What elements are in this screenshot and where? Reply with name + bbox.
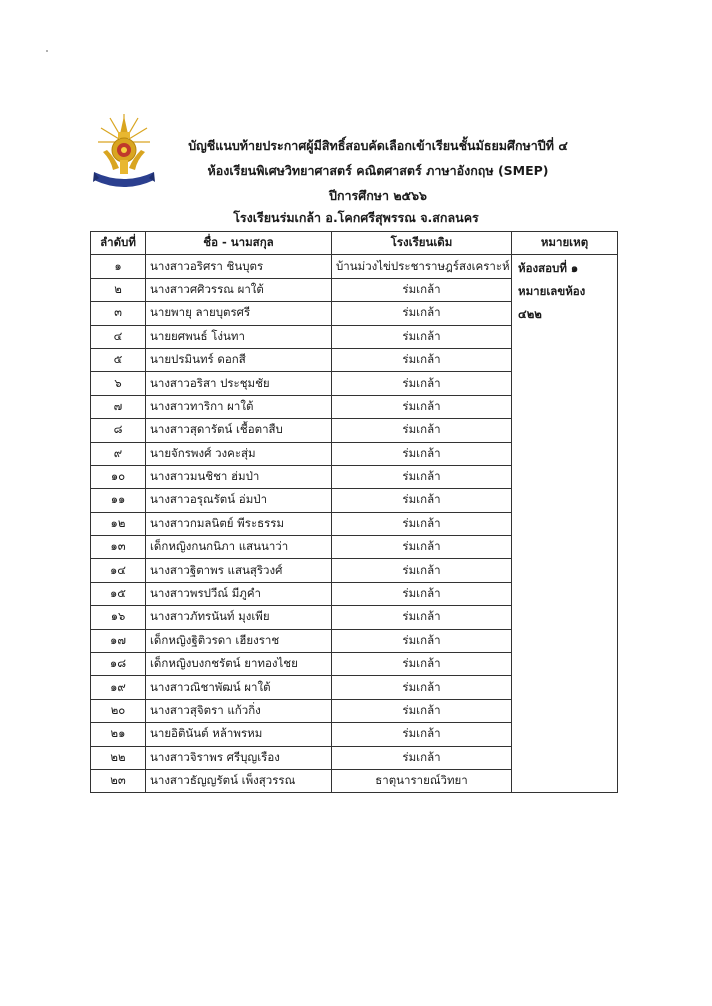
row-school: ร่มเกล้า <box>332 746 512 769</box>
row-number: ๑๘ <box>91 653 146 676</box>
row-number: ๒๒ <box>91 746 146 769</box>
row-number: ๑๕ <box>91 582 146 605</box>
row-number: ๑๓ <box>91 536 146 559</box>
row-name: นายยศพนธ์ โง่นทา <box>146 325 332 348</box>
row-school: ร่มเกล้า <box>332 723 512 746</box>
row-school: ร่มเกล้า <box>332 419 512 442</box>
row-number: ๓ <box>91 302 146 325</box>
remark-room-number: หมายเลขห้อง ๔๒๒ <box>518 284 586 322</box>
row-number: ๕ <box>91 348 146 371</box>
row-number: ๗ <box>91 395 146 418</box>
row-school: ร่มเกล้า <box>332 395 512 418</box>
row-name: นางสาวภัทรนันท์ มุงเพีย <box>146 606 332 629</box>
row-school: ร่มเกล้า <box>332 372 512 395</box>
header-line-3: ปีการศึกษา ๒๕๖๖ <box>329 188 427 203</box>
table-row <box>91 255 618 278</box>
row-school: ร่มเกล้า <box>332 278 512 301</box>
row-number: ๒๑ <box>91 723 146 746</box>
row-name: นายปรมินทร์ ดอกสี <box>146 348 332 371</box>
school-emblem-logo <box>93 112 155 198</box>
header-school-line: โรงเรียนร่มเกล้า อ.โคกศรีสุพรรณ จ.สกลนคร <box>233 210 479 225</box>
header-line-1: บัญชีแนบท้ายประกาศผู้มีสิทธิ์สอบคัดเลือกเข้าเรียนชั้นมัธยมศึกษาปีที่ ๔ <box>188 138 568 153</box>
candidate-table <box>90 231 618 793</box>
row-school: ธาตุนารายณ์วิทยา <box>332 769 512 792</box>
row-name: นางสาวกมลนิตย์ พีระธรรม <box>146 512 332 535</box>
row-number: ๑ <box>91 255 146 278</box>
row-name: นางสาวอริสา ประชุมชัย <box>146 372 332 395</box>
row-name: เด็กหญิงฐิติวรดา เฮียงราช <box>146 629 332 652</box>
row-school: ร่มเกล้า <box>332 653 512 676</box>
row-name: เด็กหญิงบงกชรัตน์ ยาทองไชย <box>146 653 332 676</box>
row-number: ๒ <box>91 278 146 301</box>
row-number: ๙ <box>91 442 146 465</box>
row-name: นางสาวศศิวรรณ ผาใต้ <box>146 278 332 301</box>
row-name: นางสาวอริศรา ชินบุตร <box>146 255 332 278</box>
row-number: ๑๙ <box>91 676 146 699</box>
row-school: ร่มเกล้า <box>332 442 512 465</box>
row-name: นางสาวธัญญรัตน์ เพ็งสุวรรณ <box>146 769 332 792</box>
row-name: นางสาวสุจิตรา แก้วกิ่ง <box>146 699 332 722</box>
row-name: นางสาวทาริกา ผาใต้ <box>146 395 332 418</box>
row-school: ร่มเกล้า <box>332 489 512 512</box>
row-school: บ้านม่วงไข่ประชาราษฎร์สงเคราะห์ <box>332 255 512 278</box>
row-school: ร่มเกล้า <box>332 348 512 371</box>
col-header-remark: หมายเหตุ <box>512 232 618 255</box>
row-number: ๑๔ <box>91 559 146 582</box>
row-number: ๑๑ <box>91 489 146 512</box>
table-header-row <box>91 232 618 255</box>
col-header-number: ลำดับที่ <box>91 232 146 255</box>
table-body <box>91 255 618 793</box>
row-number: ๑๖ <box>91 606 146 629</box>
row-name: นายพายุ ลายบุตรศรี <box>146 302 332 325</box>
row-school: ร่มเกล้า <box>332 512 512 535</box>
row-school: ร่มเกล้า <box>332 465 512 488</box>
row-school: ร่มเกล้า <box>332 582 512 605</box>
remark-exam-room: ห้องสอบที่ ๑ <box>518 261 579 276</box>
row-name: นางสาวพรปวีณ์ มีภูคำ <box>146 582 332 605</box>
header-line-2: ห้องเรียนพิเศษวิทยาศาสตร์ คณิตศาสตร์ ภาษาอังกฤษ (SMEP) <box>207 163 549 178</box>
row-school: ร่มเกล้า <box>332 699 512 722</box>
row-school: ร่มเกล้า <box>332 559 512 582</box>
row-name: นางสาวจิราพร ศรีบุญเรือง <box>146 746 332 769</box>
row-school: ร่มเกล้า <box>332 536 512 559</box>
row-name: นายอิตินันต์ หล้าพรหม <box>146 723 332 746</box>
row-name: นางสาวอรุณรัตน์ อ่มป่า <box>146 489 332 512</box>
row-school: ร่มเกล้า <box>332 606 512 629</box>
row-number: ๑๒ <box>91 512 146 535</box>
row-name: นางสาวฐิตาพร แสนสุริวงศ์ <box>146 559 332 582</box>
row-name: นางสาวณิชาพัฒน์ ผาใต้ <box>146 676 332 699</box>
remark-cell <box>512 255 618 793</box>
row-name: เด็กหญิงกนกนิภา แสนนาว่า <box>146 536 332 559</box>
row-number: ๒๐ <box>91 699 146 722</box>
col-header-name: ชื่อ - นามสกุล <box>146 232 332 255</box>
scan-speck <box>46 50 48 52</box>
row-school: ร่มเกล้า <box>332 629 512 652</box>
row-number: ๘ <box>91 419 146 442</box>
row-school: ร่มเกล้า <box>332 302 512 325</box>
row-number: ๑๐ <box>91 465 146 488</box>
col-header-school: โรงเรียนเดิม <box>332 232 512 255</box>
row-name: นายจักรพงศ์ วงคะสุ่ม <box>146 442 332 465</box>
row-number: ๒๓ <box>91 769 146 792</box>
row-school: ร่มเกล้า <box>332 325 512 348</box>
row-name: นางสาวมนชิชา ฮ่มป่า <box>146 465 332 488</box>
row-number: ๔ <box>91 325 146 348</box>
row-name: นางสาวสุดารัตน์ เชื้อตาสืบ <box>146 419 332 442</box>
row-school: ร่มเกล้า <box>332 676 512 699</box>
row-number: ๖ <box>91 372 146 395</box>
row-number: ๑๗ <box>91 629 146 652</box>
